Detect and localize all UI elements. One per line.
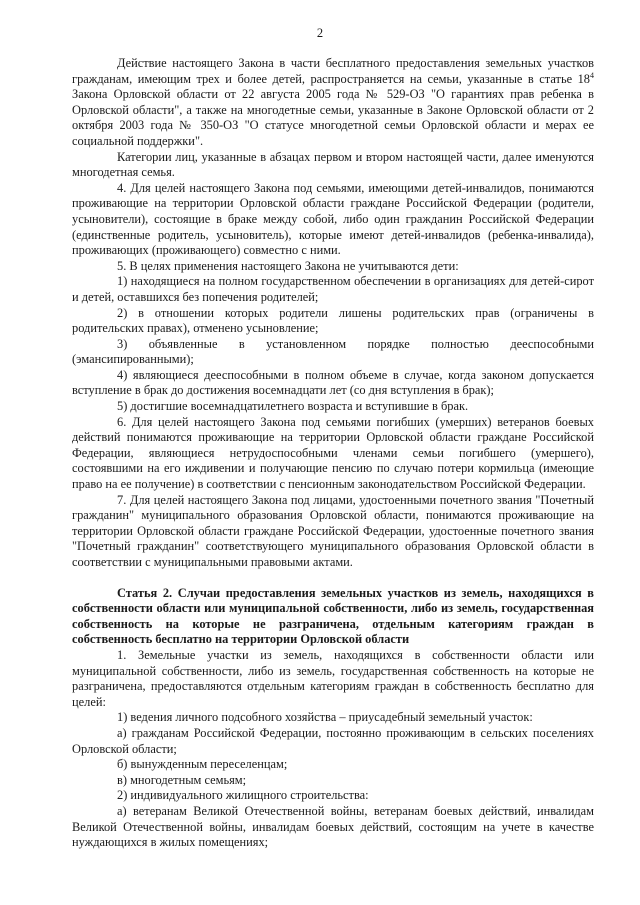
article-2-item-2a: а) ветеранам Великой Отечественной войны, ветеранам боевых действий, инвалидам Великой Отечественной войны, инвалидам боевых действий, состоящим на учете в качестве нуждающихся в жилых помещениях;	[72, 803, 594, 850]
article-2-part-1: 1. Земельные участки из земель, находящихся в собственности области или муниципальной собственности, либо из земель, государственная собственность на которые не разграничена, предоставляются отдельным категориям граждан в собственность бесплатно для целей:	[72, 647, 594, 709]
list-item-5-3: 3) объявленные в установленном порядке полностью дееспособными (эмансипированными);	[72, 336, 594, 367]
list-item-5-5: 5) достигшие восемнадцатилетнего возраста и вступившие в брак.	[117, 399, 469, 414]
paragraph-part-4: 4. Для целей настоящего Закона под семьями, имеющими детей-инвалидов, понимаются проживающие на территории Орловской области граждане Российской Федерации (родители, усыновители), состоящие в браке между собой, либо один гражданин Российской Федерации (единственные родитель, усыновитель), которые имеют детей-инвалидов (ребенка-инвалида), проживающих (проживающего) совместно с ними.	[72, 180, 594, 258]
paragraph-multichild-families: Действие настоящего Закона в части бесплатного предоставления земельных участков гражданам, имеющим трех и более детей, распространяется на семьи, указанные в статье $18^4$ Закона Орловской области от 22 августа 2005 года № 529-ОЗ "О гарантиях прав ребенка в Орловской области", а также на многодетные семьи, указанные в Законе Орловской области от 2 октября 2003 года № 350-ОЗ "О статусе многодетной семьи Орловской области и мерах ее социальной поддержки".	[72, 56, 594, 148]
page-number: 2	[316, 26, 324, 40]
section-gap	[72, 571, 594, 586]
document-body	[72, 56, 594, 851]
article-2-item-2: 2) индивидуального жилищного строительства:	[117, 788, 369, 803]
article-2-item-1c: в) многодетным семьям;	[117, 772, 247, 787]
paragraph-part-6: 6. Для целей настоящего Закона под семьями погибших (умерших) ветеранов боевых действий понимаются проживающие на территории Орловской области граждане Российской Федерации, являющиеся нетрудоспособными членами семьи погибшего (умершего), состоявшими на его иждивении и получающие пенсию по случаю потери кормильца (имеющие право на ее получение) в соответствии с пенсионным законодательством Российской Федерации.	[72, 414, 594, 492]
list-item-5-4: 4) являющиеся дееспособными в полном объеме в случае, когда законом допускается вступление в брак до достижения восемнадцати лет (со дня вступления в брак);	[72, 367, 594, 398]
paragraph-part-7: 7. Для целей настоящего Закона под лицами, удостоенными почетного звания "Почетный гражданин" муниципального образования Орловской области, понимаются проживающие на территории Орловской области граждане Российской Федерации, удостоенные почетного звания "Почетный гражданин" соответствующего муниципального образования Орловской области в соответствии с муниципальными правовыми актами.	[72, 492, 594, 569]
list-item-5-1: 1) находящиеся на полном государственном обеспечении в организациях для детей-сирот и детей, оставшихся без попечения родителей;	[72, 274, 594, 304]
article-2-item-1b: б) вынужденным переселенцам;	[117, 757, 288, 772]
paragraph-categories-note: Категории лиц, указанные в абзацах первом и втором настоящей части, далее именуются многодетная семья.	[72, 149, 594, 180]
article-2-heading: Статья 2. Случаи предоставления земельных участков из земель, находящихся в собственности области или муниципальной собственности, либо из земель, государственная собственность на которые не разграничена, отдельным категориям граждан в собственность бесплатно на территории Орловской области	[72, 585, 594, 647]
article-2-item-1: 1) ведения личного подсобного хозяйства – приусадебный земельный участок:	[117, 710, 533, 725]
list-item-5-2: 2) в отношении которых родители лишены родительских прав (ограничены в родительских правах), отменено усыновление;	[72, 305, 594, 336]
paragraph-part-5: 5. В целях применения настоящего Закона не учитываются дети:	[117, 258, 459, 273]
article-2-item-1a: а) гражданам Российской Федерации, постоянно проживающим в сельских поселениях Орловской области;	[72, 725, 594, 756]
